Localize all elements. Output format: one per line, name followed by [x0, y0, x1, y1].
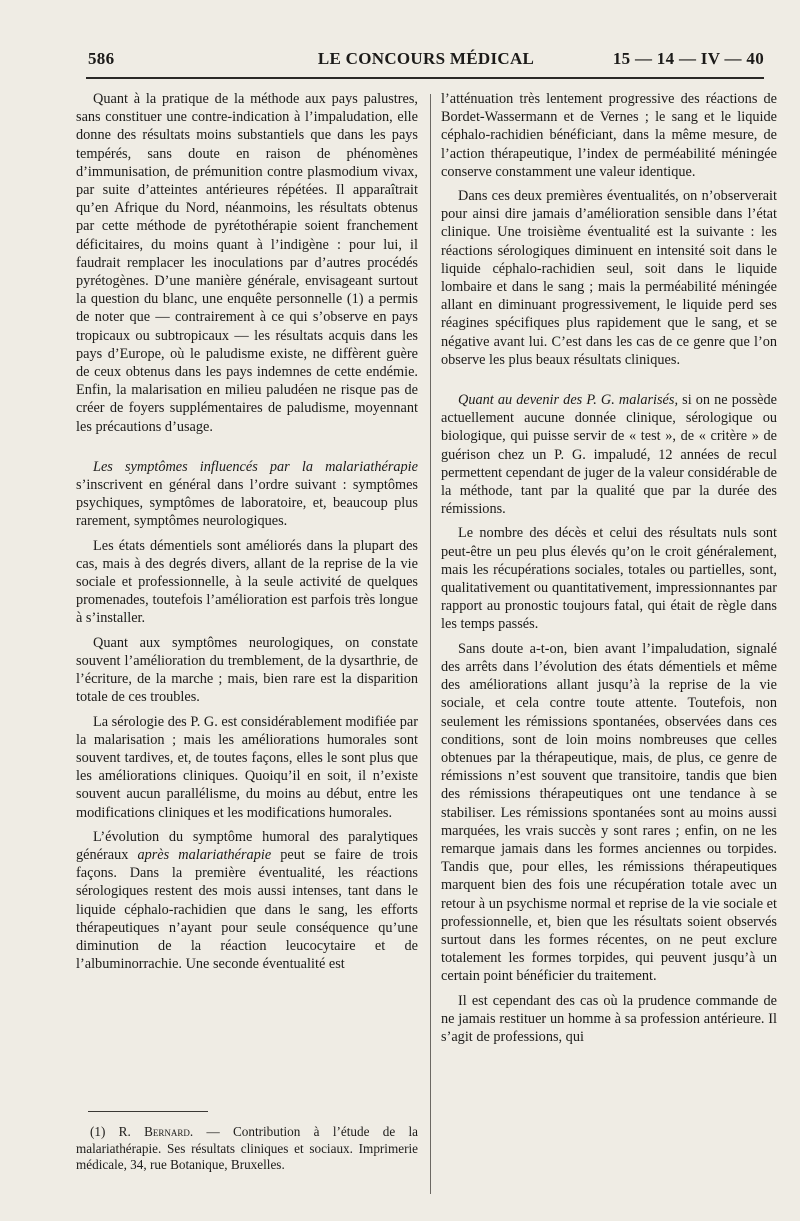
humoral-italic: après malariathérapie	[137, 846, 272, 863]
future-text: si on ne possède actuellement aucune donnée clinique, sérologique ou biologique, qui puisse servir de « test », de « critère » de guérison chez un P. G. impaludé, 12 années de recul permettent cependant de juger de la valeur considérable de la méthode, tant par la qualité que par la durée des rémissions.	[441, 392, 777, 518]
paragraph-eventualities: Dans ces deux premières éventualités, on n’observerait pour ainsi dire jamais d’amélioration sensible dans l’état clinique. Une troisième éventualité est la suivante : les réactions sérologiques diminuent en intensité soit dans le liquide céphalo-rachidien seul, soit dans le liquide lombaire et dans le sang ; mais la perméabilité méningée allant en diminuant progressivement, le liquide perd ses réagines spécifiques plus rapidement que le sang, et se négative avant lui. C’est dans les cas de ce genre que l’on observe les plus beaux résultats cliniques.	[441, 188, 777, 368]
issue-date: 15 — 14 — IV — 40	[612, 49, 764, 68]
left-column	[76, 90, 418, 979]
footnote-text	[76, 1124, 418, 1174]
paragraph-humoral-evolution	[76, 828, 418, 974]
column-divider	[430, 94, 431, 1194]
paragraph-future	[441, 391, 777, 518]
paragraph-dementia-states: Les états démentiels sont améliorés dans la plupart des cas, mais à des degrés divers, allant de la reprise de la vie sociale et professionnelle, à la seule activité de quelques promenades, toutefois l’amélioration est parfois très longue à s’installer.	[76, 537, 418, 627]
paragraph-symptoms	[76, 458, 418, 531]
humoral-text-end: peut se faire de trois façons. Dans la première éventualité, les réactions sérologiques restent des mois aussi intenses, tant dans le liquide céphalo-rachidien que dans le sang, les efforts thérapeutiques n’ayant pour seule conséquence qu’une diminution de la réaction leucocytaire et de l’albuminorrachie. Une seconde éventualité est	[76, 846, 418, 973]
symptoms-italic-lead: Les symptômes influencés par la malariathérapie	[93, 458, 418, 475]
paragraph-neurological: Quant aux symptômes neurologiques, on constate souvent l’amélioration du tremblement, de la dysarthrie, de l’écriture, de la marche ; mais, bien rare est la disparition totale de ces troubles.	[76, 634, 418, 706]
humoral-text-start: L’évolution du symptôme humoral des paralytiques généraux	[76, 828, 418, 863]
footnote-author: Bernard	[144, 1124, 190, 1139]
footnote-marker: (1) R.	[90, 1124, 145, 1139]
journal-title: LE CONCOURS MÉDICAL	[317, 49, 535, 68]
paragraph-serology: La sérologie des P. G. est considérablement modifiée par la malarisation ; mais les améliorations humorales sont souvent tardives, et, de toutes façons, elles le sont plus que les améliorations cliniques. Quoiqu’il en soit, il n’existe souvent aucun parallélisme, du moins au début, entre les modifications cliniques et les modifications humorales.	[76, 713, 418, 821]
page-number: 586	[88, 49, 115, 68]
paragraph-deaths: Le nombre des décès et celui des résultats nuls sont peut-être un peu plus élevés qu’on le croit généralement, mais les récupérations sociales, totales ou partielles, sont, qualitativement ou quantitativement, impressionnantes par rapport au pronostic toujours fatal, qui était de règle dans les temps passés.	[441, 525, 777, 633]
symptoms-text: s’inscrivent en général dans l’ordre suivant : symptômes psychiques, symptômes de laboratoire, et, beaucoup plus rarement, symptômes neurologiques.	[76, 477, 418, 530]
header-rule	[86, 77, 764, 79]
paragraph-remissions: Sans doute a-t-on, bien avant l’impaludation, signalé des arrêts dans l’évolution des états démentiels et même des améliorations allant jusqu’à la reprise de la vie sociale, et cela contre toute attente. Toutefois, non seulement les rémissions spontanées, observées dans ces conditions, sont de loin moins nombreuses que celles obtenues par la thérapeutique, mais, de plus, ce genre de rémissions n’est souvent que transitoire, tandis que bien des rémissions thérapeutiques ont une tendance à se stabiliser. Les rémissions spontanées sont au moins aussi marquées, les vrais succès y sont rares ; enfin, on ne les remarque jamais dans les formes anciennes ou torpides. Tandis que, pour elles, les rémissions thérapeutiques marquent bien des fois une récupération totale avec un retour à un psychisme normal et reprise de la vie sociale et professionnelle, et, bien que les résultats soient observés surtout dans les formes récentes, on ne peut exclure totalement les formes torpides, qui peuvent jusqu’à un certain point bénéficier du traitement.	[441, 640, 777, 985]
paragraph-prudence: Il est cependant des cas où la prudence commande de ne jamais restituer un homme à sa profession antérieure. Il s’agit de professions, qui	[441, 992, 777, 1045]
footnote-citation: . — Contribution à l’étude de la malariathérapie. Ses résultats cliniques et sociaux. Imprimerie médicale, 34, rue Botanique, Bruxelles.	[76, 1124, 418, 1173]
footnote-rule	[88, 1111, 208, 1112]
right-column	[441, 90, 777, 1052]
paragraph-attenuation: l’atténuation très lentement progressive des réactions de Bordet-Wassermann et de Vernes ; le sang et le liquide céphalo-rachidien bénéficiant, dans la même mesure, de l’action thérapeutique, l’index de perméabilité méningée conserve constamment une valeur identique.	[441, 91, 777, 180]
future-italic-lead: Quant au devenir des P. G. malarisés,	[458, 392, 679, 409]
paragraph-malaria-countries: Quant à la pratique de la méthode aux pays palustres, sans constituer une contre-indication à l’impaludation, elle donne des résultats moins substantiels que dans les pays tempérés, sans doute en raison de phénomènes d’immunisation, de prémunition contre plasmodium vivax, par suite d’atteintes antérieures répétées. Il apparaîtrait qu’en Afrique du Nord, néanmoins, les résultats obtenus par cette méthode de pyrétothérapie soient franchement déficitaires, du moins quant à l’indigène : pour lui, il faudrait remplacer les inoculations par d’autres procédés pyrétogènes. D’une manière générale, envisageant surtout la question du blanc, une enquête personnelle (1) a permis de noter que — contrairement à ce qui s’observe en pays tropicaux ou subtropicaux — les résultats acquis dans les pays d’Europe, où le paludisme existe, ne diffèrent guère de ceux obtenus dans les pays indemnes de cette endémie. Enfin, la malarisation en milieu paludéen ne risque pas de créer de foyers supplémentaires de paludisme, moyennant les précautions d’usage.	[76, 91, 418, 435]
footnote	[76, 1124, 418, 1174]
page-header	[88, 46, 764, 76]
